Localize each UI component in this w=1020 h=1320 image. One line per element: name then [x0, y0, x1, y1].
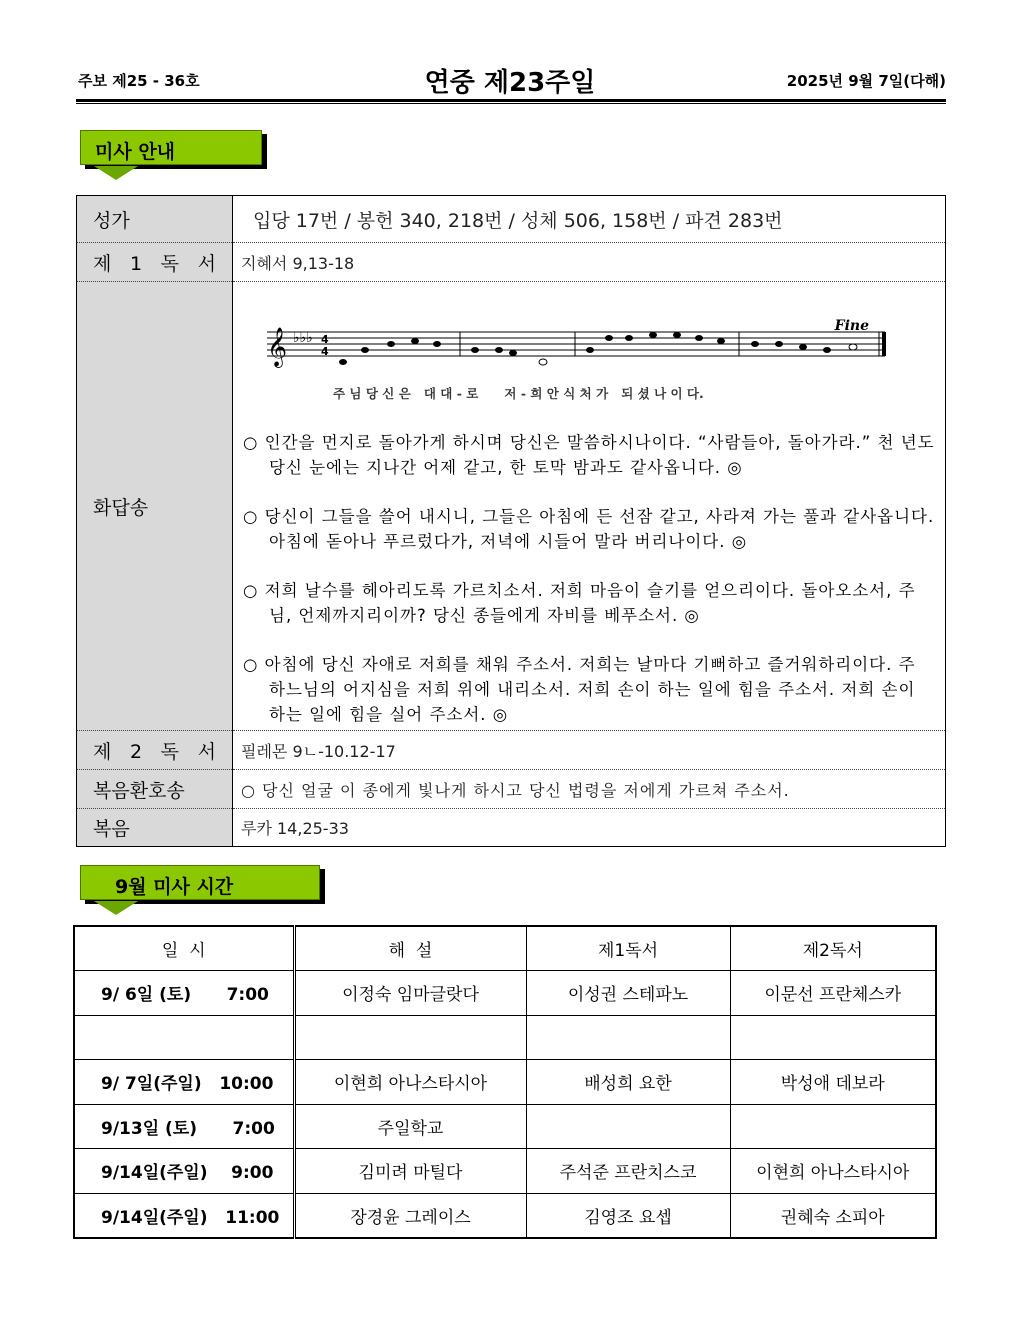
commentator: 이정숙 임마글랏다 — [294, 971, 526, 1016]
schedule-datetime: 9/14일(주일) 9:00 — [74, 1149, 294, 1194]
mass-schedule-banner: 9월 미사 시간 — [80, 865, 320, 900]
fine-mark: Fine — [834, 318, 869, 334]
gospel-value: 루카 14,25-33 — [241, 819, 349, 838]
second-reading-value: 필레몬 9ㄴ-10.12-17 — [233, 731, 946, 770]
psalm-verse: ○ 저희 날수를 헤아리도록 가르치소서. 저희 마음이 슬기를 얻으리이다. 돌아오소서, 주님, 언제까지리이까? 당신 종들에게 자비를 베푸소서. ◎ — [243, 581, 916, 625]
column-header: 제2독서 — [730, 926, 936, 971]
gospel-acclamation-value: ○ 당신 얼굴 이 종에게 빛나게 하시고 당신 법령을 저에게 가르쳐 주소서. — [233, 770, 946, 809]
svg-text:4: 4 — [321, 333, 329, 346]
table-row — [74, 1149, 936, 1194]
schedule-datetime: 9/ 6일 (토) 7:00 — [74, 971, 294, 1016]
commentator: 장경윤 그레이스 — [294, 1193, 526, 1238]
second-reader — [730, 1104, 936, 1149]
svg-text:4: 4 — [321, 345, 329, 358]
page-title: 연중 제23주일 — [424, 68, 596, 98]
schedule-datetime: 9/ 7일(주일) 10:00 — [74, 1060, 294, 1105]
second-reader: 권혜숙 소피아 — [730, 1193, 936, 1238]
second-reader: 박성애 데보라 — [730, 1060, 936, 1105]
first-reader — [526, 1015, 730, 1060]
music-lyrics: 주 님 당 신 은 대 대 - 로 저 - 희 안 식 처 가 되 셨 나 이 다. — [333, 386, 704, 401]
row-label: 복음 — [77, 809, 233, 847]
table-row — [77, 809, 946, 847]
table-row — [77, 731, 946, 770]
svg-text:♭♭♭: ♭♭♭ — [293, 330, 313, 346]
psalm-verse: ○ 인간을 먼지로 돌아가게 하시며 당신은 말씀하시나이다. “사람들아, 돌아가라.” 천 년도 당신 눈에는 지나간 어제 같고, 한 토막 밤과도 같사옵니다. ◎ — [243, 433, 935, 477]
schedule-datetime: 9/13일 (토) 7:00 — [74, 1104, 294, 1149]
mass-schedule-table — [73, 925, 937, 1239]
row-label: 성가 — [77, 196, 233, 243]
first-reader: 김영조 요셉 — [526, 1193, 730, 1238]
commentator: 김미려 마틸다 — [294, 1149, 526, 1194]
mass-guide-table — [76, 195, 946, 847]
table-row — [77, 243, 946, 282]
schedule-datetime — [74, 1015, 294, 1060]
column-header: 일 시 — [74, 926, 294, 971]
music-score — [257, 300, 897, 410]
row-label: 제 1 독 서 — [77, 243, 233, 282]
second-reader: 이문선 프란체스카 — [730, 971, 936, 1016]
commentator: 주일학교 — [294, 1104, 526, 1149]
first-reader — [526, 1104, 730, 1149]
arrow-down-icon — [94, 901, 138, 915]
table-row — [77, 196, 946, 243]
mass-guide-banner: 미사 안내 — [80, 130, 262, 165]
psalm-verse: ○ 당신이 그들을 쓸어 내시니, 그들은 아침에 든 선잠 같고, 사라져 가는 풀과 같사옵니다. 아침에 돋아나 푸르렀다가, 저녁에 시들어 말라 버리나이다. ◎ — [243, 507, 935, 551]
schedule-datetime: 9/14일(주일) 11:00 — [74, 1193, 294, 1238]
row-label: 복음환호송 — [77, 770, 233, 809]
table-row — [74, 1193, 936, 1238]
table-row — [74, 1015, 936, 1060]
row-label: 화답송 — [77, 282, 233, 731]
svg-text:𝄞: 𝄞 — [267, 327, 288, 367]
hymns-value: 입당 17번 / 봉헌 340, 218번 / 성체 506, 158번 / 파견 283번 — [233, 196, 946, 243]
first-reading-value: 지혜서 9,13-18 — [233, 243, 946, 282]
second-reader: 이현희 아나스타시아 — [730, 1149, 936, 1194]
commentator — [294, 1015, 526, 1060]
table-row — [77, 282, 946, 731]
table-row — [74, 971, 936, 1016]
column-header: 제1독서 — [526, 926, 730, 971]
row-label: 제 2 독 서 — [77, 731, 233, 770]
first-reader: 배성희 요한 — [526, 1060, 730, 1105]
table-row — [74, 1060, 936, 1105]
header-rule — [76, 99, 946, 104]
issue-number: 주보 제25 - 36호 — [78, 72, 200, 90]
psalm-verse: ○ 아침에 당신 자애로 저희를 채워 주소서. 저희는 날마다 기뻐하고 즐거워하리이다. 주 하느님의 어지심을 저희 위에 내리소서. 저희 손이 하는 일에 힘을 주소서. 저희 손이 하는 일에 힘을 실어 주소서. ◎ — [243, 655, 916, 724]
table-row — [77, 770, 946, 809]
column-header: 해 설 — [294, 926, 526, 971]
first-reader: 주석준 프란치스코 — [526, 1149, 730, 1194]
date: 2025년 9월 7일(다해) — [786, 72, 946, 90]
arrow-down-icon — [94, 166, 138, 180]
first-reader: 이성권 스테파노 — [526, 971, 730, 1016]
commentator: 이현희 아나스타시아 — [294, 1060, 526, 1105]
table-row — [74, 1104, 936, 1149]
music-staff — [257, 300, 897, 390]
second-reader — [730, 1015, 936, 1060]
table-header-row — [74, 926, 936, 971]
